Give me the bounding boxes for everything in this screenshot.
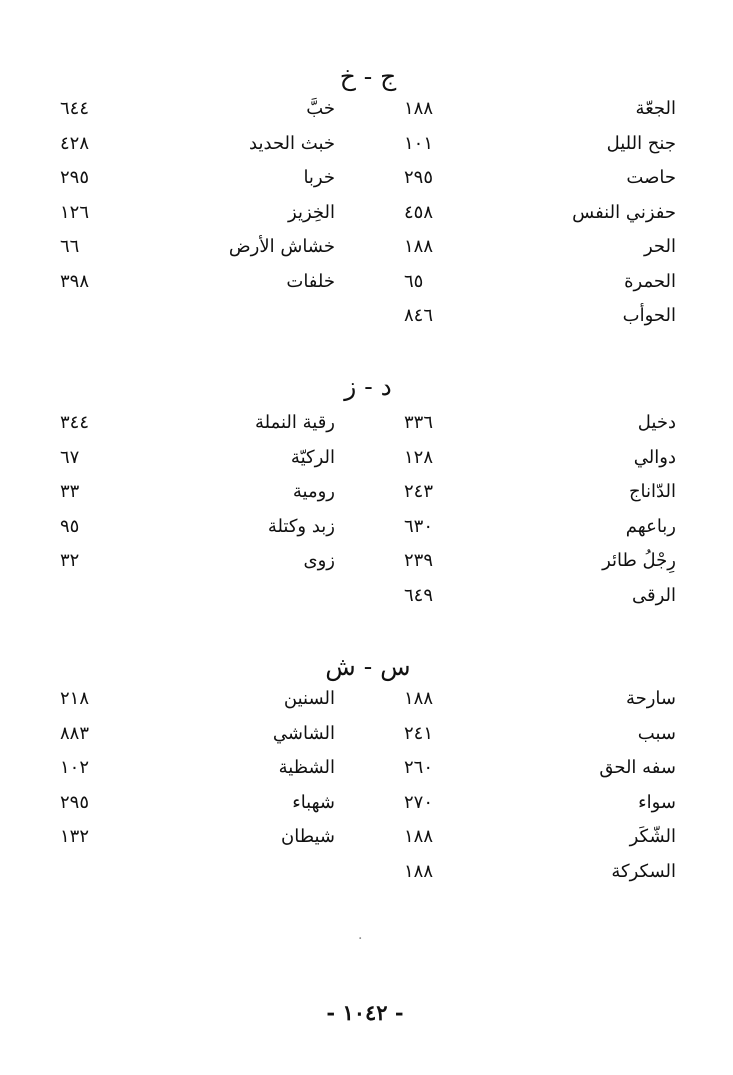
index-row <box>0 131 733 166</box>
left-entry-page: ٢٩٥ <box>60 791 90 813</box>
right-entry-page: ٢٣٩ <box>404 550 434 571</box>
right-entry-word: السكركة <box>611 860 676 882</box>
left-entry-word: شهباء <box>292 791 335 813</box>
index-row <box>0 479 733 514</box>
right-entry-page: ١٨٨ <box>404 688 434 709</box>
index-row <box>0 686 733 721</box>
right-entry-word: الحر <box>643 236 676 257</box>
left-entry-word: الشظية <box>278 757 335 778</box>
left-entry-page: ٣٣ <box>60 481 80 502</box>
left-entry-word: رقية النملة <box>254 412 335 433</box>
right-entry-page: ٦٤٩ <box>404 584 434 606</box>
right-entry-page: ١٢٨ <box>404 446 434 468</box>
index-row <box>0 583 733 618</box>
section-heading-sin-shin: س - ش <box>325 652 411 681</box>
right-entry-page: ٤٥٨ <box>404 201 434 223</box>
index-row <box>0 514 733 549</box>
left-entry-word: خشاش الأرض <box>228 236 335 257</box>
left-entry-page: ١٢٦ <box>60 201 90 223</box>
right-entry-word: الحوأب <box>622 305 676 326</box>
index-row <box>0 859 733 894</box>
left-entry-word: خربا <box>303 167 335 188</box>
left-entry-page: ١٠٢ <box>60 757 90 778</box>
right-entry-page: ٢٩٥ <box>404 167 434 188</box>
right-entry-word: حاصت <box>626 167 676 188</box>
index-row <box>0 234 733 269</box>
right-entry-page: ٦٥ <box>404 270 424 292</box>
left-entry-word: رومية <box>292 481 335 502</box>
left-entry-word: زوى <box>303 550 335 571</box>
index-row <box>0 410 733 445</box>
right-entry-word: سارحة <box>625 688 676 709</box>
right-entry-word: الجعّة <box>635 98 676 119</box>
right-entry-word: الرقى <box>631 584 676 606</box>
left-entry-word: خبَّ <box>306 98 335 119</box>
right-entry-word: رباعهم <box>625 515 676 537</box>
dot-mark: · <box>358 931 363 947</box>
right-entry-word: سواء <box>638 791 676 813</box>
page-number: - ١٠٤٢ - <box>326 1000 404 1025</box>
right-entry-word: حفزني النفس <box>572 201 676 223</box>
right-entry-page: ٣٣٦ <box>404 412 434 433</box>
right-entry-word: الشّكَر <box>629 826 676 847</box>
section-rows-jim-kha <box>0 96 733 338</box>
left-entry-word: شيطان <box>281 826 335 847</box>
right-entry-page: ٢٦٠ <box>404 757 434 778</box>
index-row <box>0 790 733 825</box>
right-entry-page: ١٨٨ <box>404 98 434 119</box>
left-entry-word: خبث الحديد <box>249 132 335 154</box>
section-heading-jim-kha: ج - خ <box>339 62 397 91</box>
left-entry-page: ٦٤٤ <box>60 98 90 119</box>
index-row <box>0 721 733 756</box>
right-entry-page: ٢٧٠ <box>404 791 434 813</box>
index-row <box>0 303 733 338</box>
left-entry-page: ٦٦ <box>60 236 80 257</box>
index-row <box>0 824 733 859</box>
left-entry-page: ٢١٨ <box>60 688 90 709</box>
left-entry-word: خلفات <box>286 270 335 292</box>
left-entry-word: زبد وكتلة <box>267 515 335 537</box>
right-entry-page: ١٨٨ <box>404 860 434 882</box>
right-entry-word: دخيل <box>637 412 676 433</box>
left-entry-word: السنين <box>283 688 335 709</box>
left-entry-page: ٣٤٤ <box>60 412 90 433</box>
index-row <box>0 96 733 131</box>
left-entry-word: الركيّة <box>290 446 335 468</box>
index-row <box>0 445 733 480</box>
left-entry-page: ٩٥ <box>60 515 80 537</box>
right-entry-word: جنح الليل <box>606 132 676 154</box>
right-entry-word: سبب <box>637 722 676 744</box>
section-heading-dal-zay: د - ز <box>344 372 392 401</box>
right-entry-page: ١٨٨ <box>404 826 434 847</box>
right-entry-word: دوالي <box>633 446 676 468</box>
left-entry-page: ٨٨٣ <box>60 722 90 744</box>
left-entry-page: ٣٩٨ <box>60 270 90 292</box>
right-entry-word: الحمرة <box>624 270 676 292</box>
right-entry-page: ١٨٨ <box>404 236 434 257</box>
index-row <box>0 200 733 235</box>
left-entry-page: ٦٧ <box>60 446 80 468</box>
left-entry-page: ٣٢ <box>60 550 80 571</box>
index-row <box>0 269 733 304</box>
right-entry-word: الدّاناج <box>628 481 676 502</box>
left-entry-page: ٢٩٥ <box>60 167 90 188</box>
right-entry-word: سفه الحق <box>599 757 676 778</box>
left-entry-word: الخِزيز <box>288 201 335 223</box>
left-entry-page: ١٣٢ <box>60 826 90 847</box>
section-rows-sin-shin <box>0 686 733 893</box>
index-row <box>0 755 733 790</box>
index-row <box>0 548 733 583</box>
section-rows-dal-zay <box>0 410 733 617</box>
right-entry-page: ٢٤١ <box>404 722 434 744</box>
right-entry-page: ٦٣٠ <box>404 515 434 537</box>
index-row <box>0 165 733 200</box>
right-entry-page: ٨٤٦ <box>404 305 434 326</box>
right-entry-word: رِجْلُ طائر <box>602 550 676 571</box>
right-entry-page: ٢٤٣ <box>404 481 434 502</box>
left-entry-page: ٤٢٨ <box>60 132 90 154</box>
right-entry-page: ١٠١ <box>404 132 434 154</box>
left-entry-word: الشاشي <box>272 722 335 744</box>
